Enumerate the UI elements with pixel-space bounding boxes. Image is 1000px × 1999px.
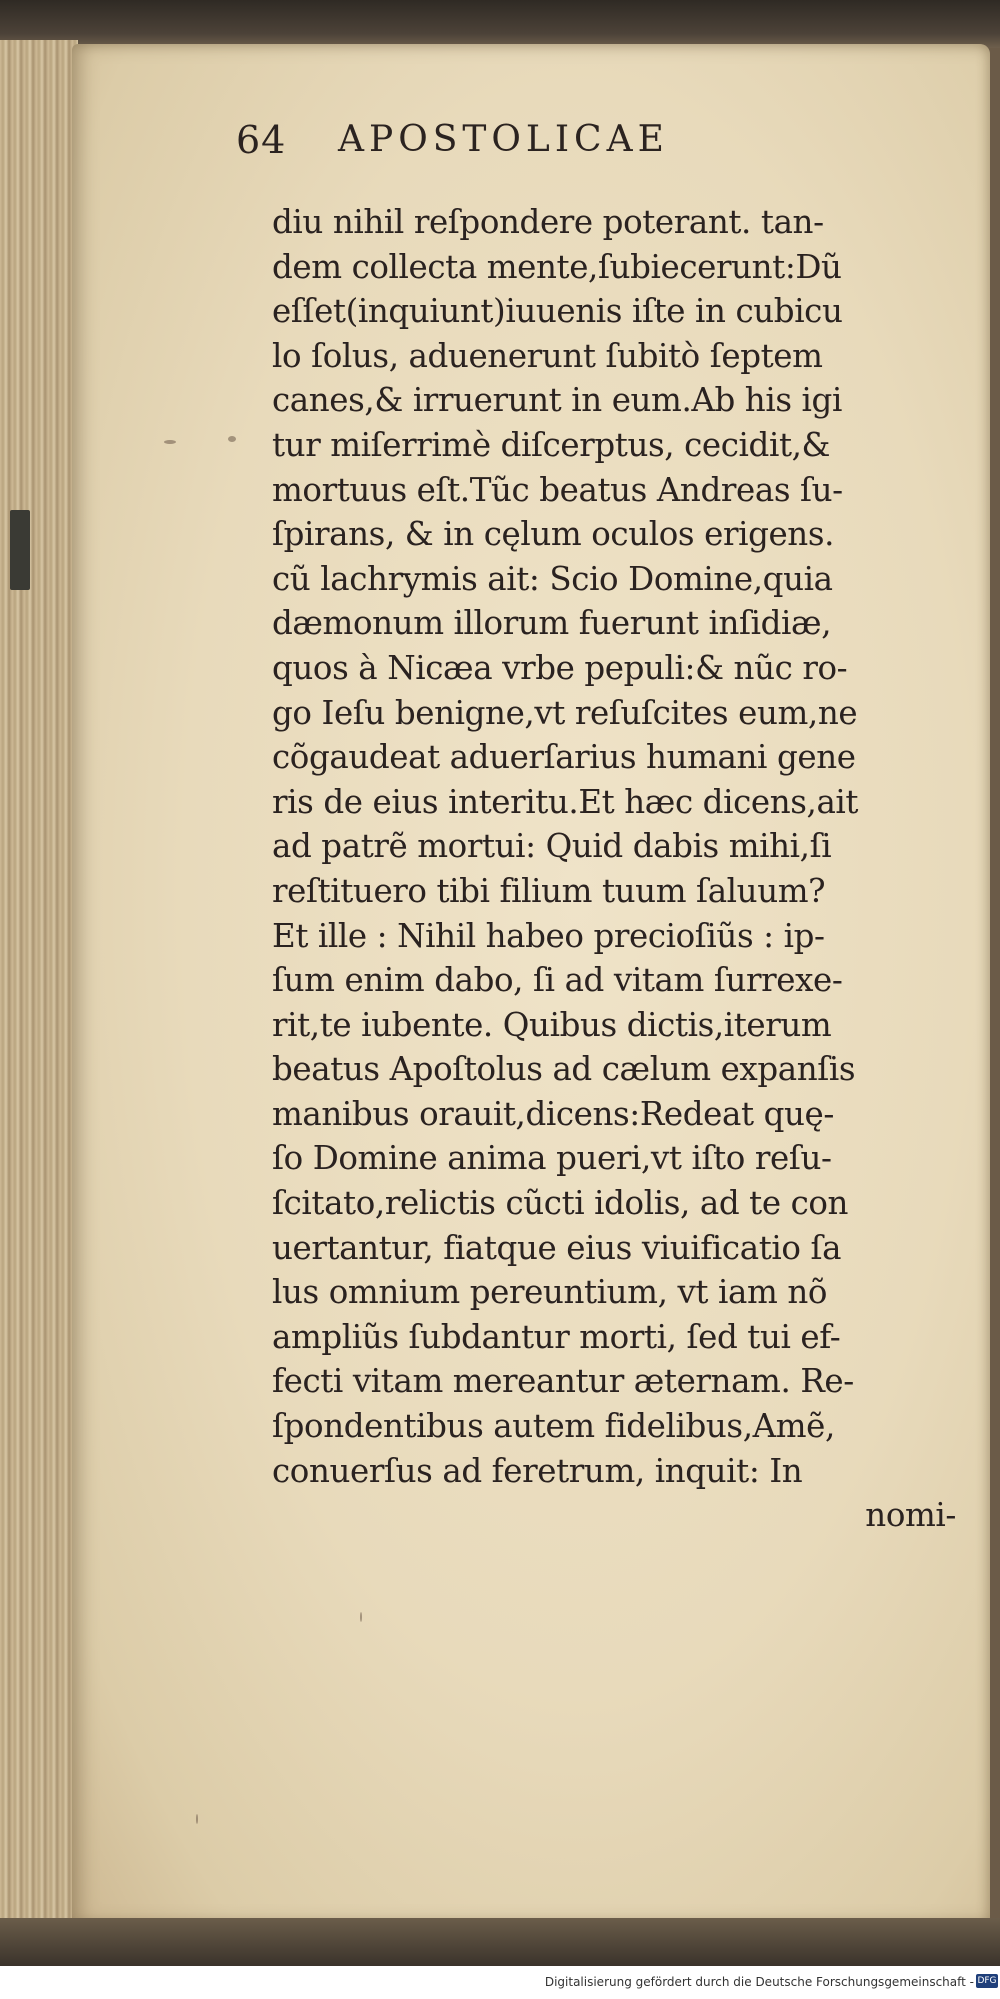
funding-credit: Digitalisierung gefördert durch die Deutsche Forschungsgemeinschaft - bbox=[544, 1975, 974, 1989]
text-line: ris de eius interitu.Et hæc dicens,ait bbox=[272, 782, 859, 821]
text-line: reſtituero tibi filium tuum ſaluum? bbox=[272, 871, 826, 910]
page-header bbox=[236, 112, 876, 168]
text-line: diu nihil reſpondere poterant. tan- bbox=[272, 203, 824, 241]
text-line: uertantur, fiatque eius viuificatio ſa bbox=[272, 1228, 842, 1267]
text-line: canes,& irruerunt in eum.Ab his igi bbox=[272, 381, 842, 420]
text-line: ampliũs ſubdantur morti, ſed tui ef- bbox=[272, 1317, 841, 1356]
book-bottom-edge bbox=[0, 1918, 1000, 1966]
paper-speck bbox=[164, 440, 176, 444]
text-line: ſcitato,relictis cũcti idolis, ad te con bbox=[272, 1184, 849, 1223]
text-line: eſſet(inquiunt)iuuenis iſte in cubicu bbox=[272, 292, 843, 331]
book-top-edge bbox=[0, 0, 1000, 48]
text-line: ſpirans, & in cęlum oculos erigens. bbox=[272, 515, 835, 554]
text-line: Et ille : Nihil habeo precioſiũs : ip- bbox=[272, 916, 825, 955]
text-line: conuerſus ad feretrum, inquit: In bbox=[272, 1451, 803, 1490]
text-line: rit,te iubente. Quibus dictis,iterum bbox=[272, 1005, 832, 1044]
text-line: dæmonum illorum fuerunt inſidiæ, bbox=[272, 604, 832, 643]
text-line: ſo Domine anima pueri,vt iſto reſu- bbox=[272, 1139, 832, 1178]
dfg-logo-icon: DFG bbox=[977, 1976, 997, 1986]
text-line: ſpondentibus autem fidelibus,Amẽ, bbox=[272, 1407, 835, 1446]
text-line: tur miſerrimè diſcerptus, cecidit,& bbox=[272, 425, 831, 464]
text-line: beatus Apoſtolus ad cælum expanſis bbox=[272, 1050, 856, 1089]
page-stack-edge bbox=[0, 40, 78, 1930]
text-line: lo ſolus, aduenerunt ſubitò ſeptem bbox=[272, 336, 823, 375]
text-line: ad patrẽ mortui: Quid dabis mihi,ſi bbox=[272, 827, 832, 866]
text-line: lus omnium pereuntium, vt iam nõ bbox=[272, 1273, 828, 1312]
text-line: dem collecta mente,ſubiecerunt:Dũ bbox=[272, 247, 842, 286]
text-line: manibus orauit,dicens:Redeat quę- bbox=[272, 1094, 834, 1133]
paper-speck bbox=[196, 1814, 198, 1824]
text-line: quos à Nicæa vrbe pepuli:& nũc ro- bbox=[272, 648, 848, 687]
body-text bbox=[272, 200, 962, 1538]
paper-speck bbox=[360, 1612, 362, 1622]
text-line: fecti vitam mereantur æternam. Re- bbox=[272, 1362, 854, 1401]
binding-tab bbox=[10, 510, 30, 590]
text-line: ſum enim dabo, ſi ad vitam ſurrexe- bbox=[272, 961, 843, 1000]
text-line: mortuus eſt.Tũc beatus Andreas ſu- bbox=[272, 470, 843, 509]
catchword: nomi- bbox=[865, 1496, 956, 1535]
text-line: cũ lachrymis ait: Scio Domine,quia bbox=[272, 559, 833, 598]
running-title: APOSTOLICAE bbox=[338, 119, 669, 160]
paper-speck bbox=[228, 436, 236, 442]
digitization-footer bbox=[0, 1966, 1000, 1999]
text-line: go Ieſu benigne,vt reſuſcites eum,ne bbox=[272, 693, 858, 732]
page-number: 64 bbox=[236, 118, 287, 162]
text-line: cõgaudeat aduerſarius humani gene bbox=[272, 738, 856, 777]
